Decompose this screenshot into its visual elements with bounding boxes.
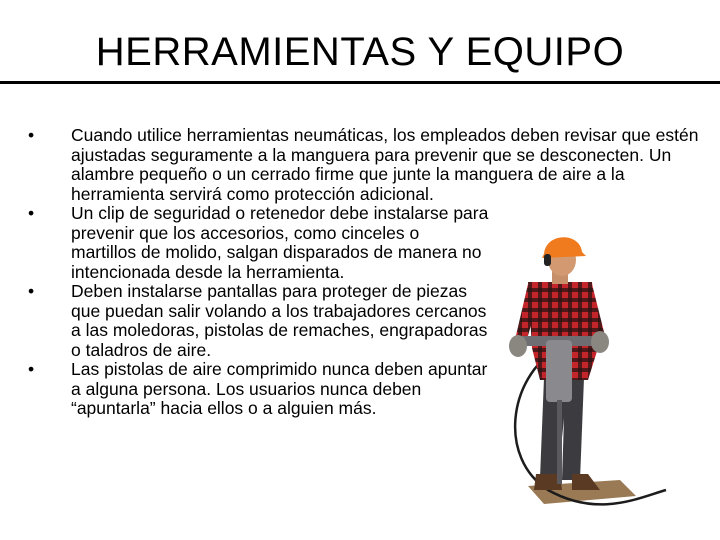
bullet-text: Cuando utilice herramientas neumáticas, los empleados deben revisar que estén ajustadas seguramente a la manguera para prevenir que se desconecten. Un alambre pequeño o un cerrado firme que junte la manguera de aire a la herramienta servirá como protección adicional. xyxy=(71,125,699,204)
ear-protection xyxy=(544,254,551,266)
bullet-marker: • xyxy=(28,281,35,301)
jackhammer-body xyxy=(546,340,572,402)
title-underline xyxy=(0,81,720,84)
bullet-marker: • xyxy=(28,359,35,379)
slide-title: HERRAMIENTAS Y EQUIPO xyxy=(95,30,625,74)
bullet-item xyxy=(28,126,701,204)
bullet-marker: • xyxy=(28,125,35,145)
left-glove xyxy=(509,335,527,357)
bullet-text: Las pistolas de aire comprimido nunca deben apuntar a alguna persona. Los usuarios nunca deben “apuntarla” hacia ellos o a alguien más. xyxy=(71,359,488,418)
bullet-marker: • xyxy=(28,203,35,223)
bullet-text: Deben instalarse pantallas para proteger de piezas que puedan salir volando a los trabajadores cercanos a las moledoras, pistolas de remaches, engrapadoras o taladros de aire. xyxy=(71,281,488,360)
worker-with-jackhammer-image xyxy=(488,228,668,514)
bullet-text: Un clip de seguridad o retenedor debe instalarse para prevenir que los accesorios, como cinceles o martillos de molido, salgan disparados de manera no intencionada desde la herramienta. xyxy=(71,203,489,282)
bullet-item xyxy=(28,282,489,360)
jackhammer-chisel xyxy=(557,400,562,484)
right-glove xyxy=(591,331,609,353)
bullet-item xyxy=(28,360,489,419)
bullet-item xyxy=(28,204,489,282)
